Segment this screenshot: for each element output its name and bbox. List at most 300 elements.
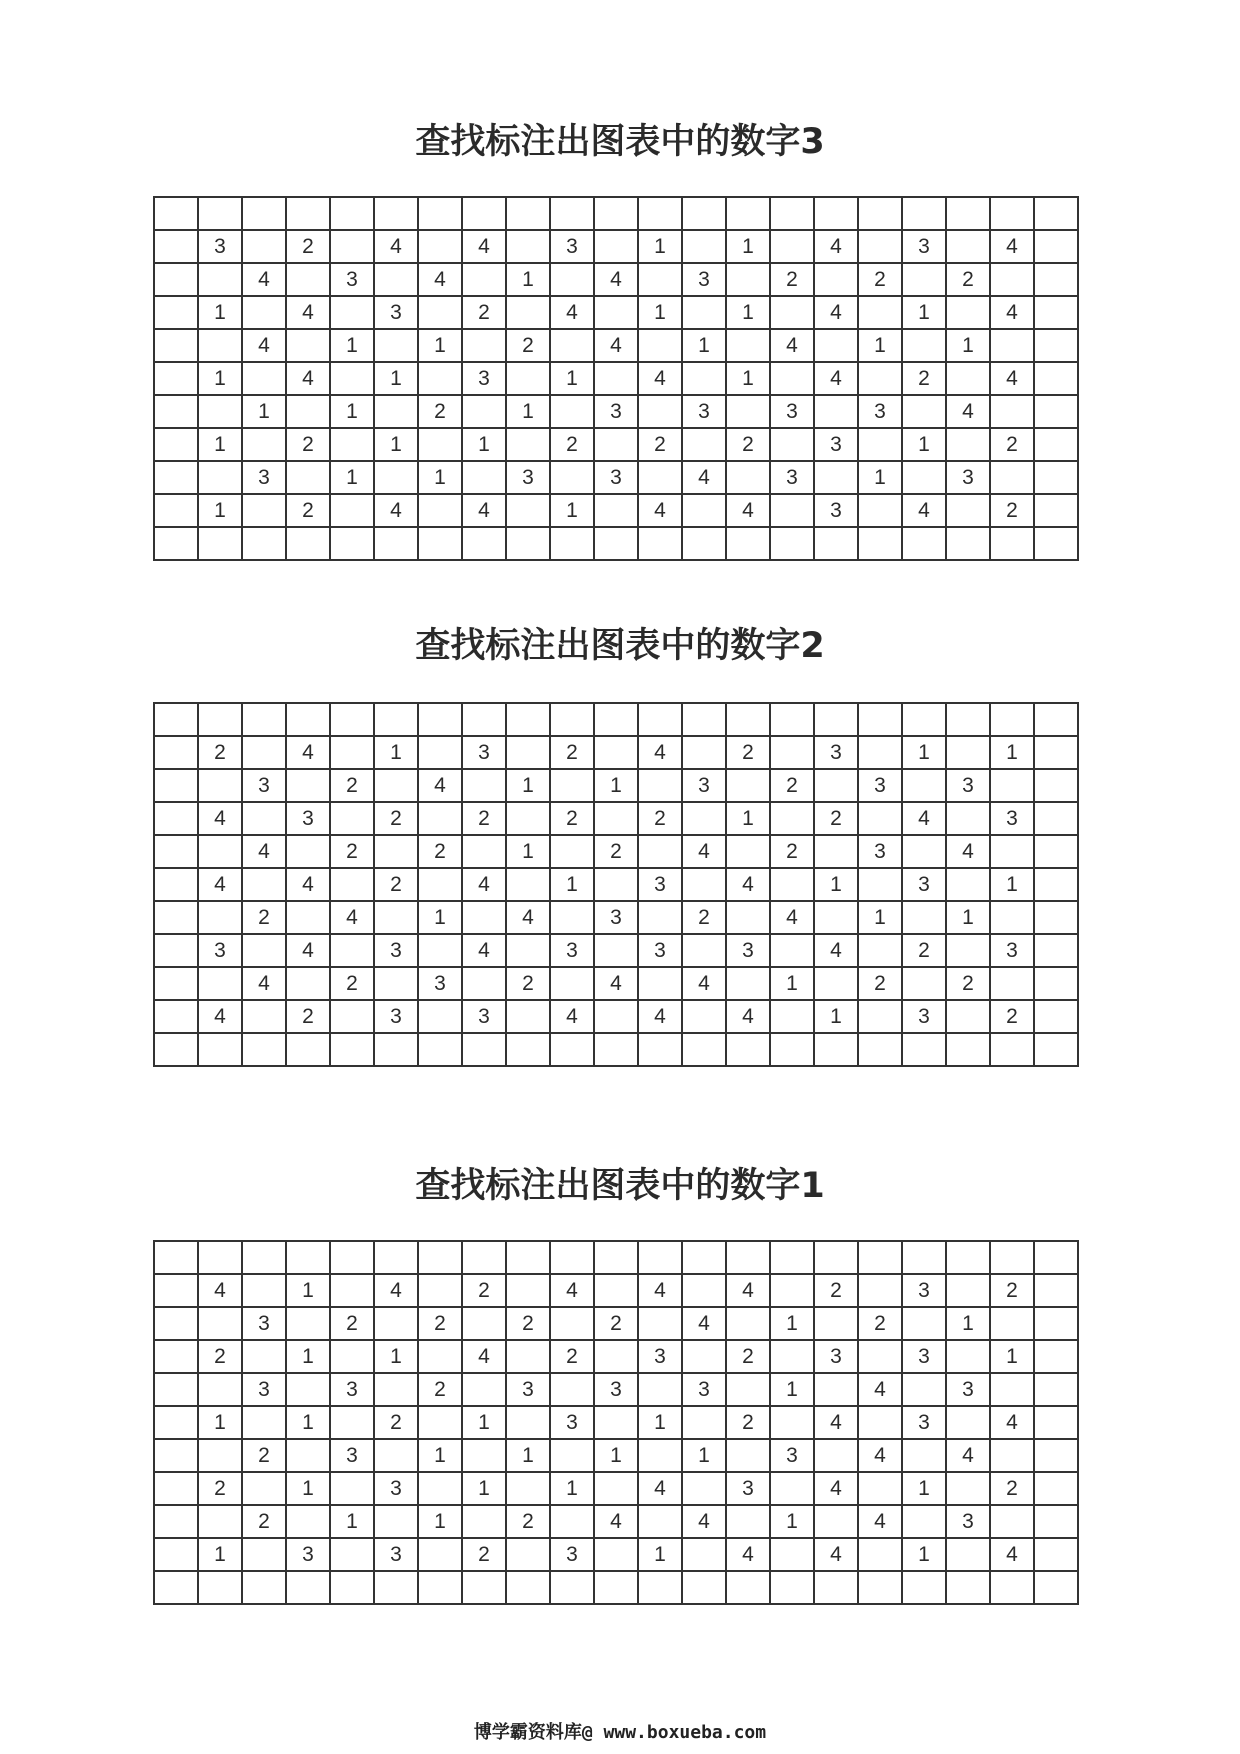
grid-cell: 4: [990, 230, 1034, 263]
grid-cell: [1034, 1472, 1078, 1505]
grid-cell: [154, 703, 198, 736]
grid-cell: 3: [902, 1406, 946, 1439]
grid-cell: [770, 736, 814, 769]
grid-cell: 1: [330, 329, 374, 362]
grid-cell: [418, 1241, 462, 1274]
grid-cell: [198, 1241, 242, 1274]
grid-cell: 4: [682, 967, 726, 1000]
grid-cell: 3: [374, 1472, 418, 1505]
grid-cell: 4: [858, 1505, 902, 1538]
grid-cell: 4: [242, 835, 286, 868]
grid-cell: [770, 230, 814, 263]
grid-cell: 4: [594, 329, 638, 362]
grid-cell: 1: [594, 769, 638, 802]
grid-cell: [330, 1571, 374, 1604]
grid-cell: 1: [374, 362, 418, 395]
grid-cell: [902, 329, 946, 362]
grid-cell: 4: [946, 1439, 990, 1472]
grid-cell: [506, 527, 550, 560]
grid-cell: 1: [462, 428, 506, 461]
grid-cell: 4: [638, 494, 682, 527]
grid-row: [154, 769, 1078, 802]
grid-cell: 4: [374, 1274, 418, 1307]
grid-cell: [418, 1406, 462, 1439]
grid-cell: 2: [198, 1340, 242, 1373]
grid-cell: 2: [330, 967, 374, 1000]
grid-cell: 4: [682, 835, 726, 868]
grid-cell: [990, 263, 1034, 296]
grid-row: [154, 1439, 1078, 1472]
grid-cell: 1: [286, 1274, 330, 1307]
grid-cell: [946, 362, 990, 395]
grid-cell: [726, 835, 770, 868]
grid-cell: [770, 1033, 814, 1066]
grid-cell: 4: [418, 769, 462, 802]
grid-cell: [858, 1000, 902, 1033]
grid-cell: 1: [286, 1340, 330, 1373]
grid-cell: [858, 362, 902, 395]
grid-cell: [506, 868, 550, 901]
grid-cell: 1: [990, 1340, 1034, 1373]
grid-cell: [946, 230, 990, 263]
grid-cell: 4: [990, 1538, 1034, 1571]
grid-cell: [1034, 703, 1078, 736]
grid-cell: [594, 802, 638, 835]
grid-cell: 4: [946, 395, 990, 428]
grid-cell: [902, 835, 946, 868]
grid-cell: [286, 1241, 330, 1274]
grid-cell: 1: [506, 263, 550, 296]
grid-cell: [902, 1307, 946, 1340]
grid-cell: [902, 1439, 946, 1472]
grid-cell: [330, 197, 374, 230]
grid-cell: 2: [418, 1373, 462, 1406]
grid-cell: 2: [506, 1505, 550, 1538]
section-title-1: 查找标注出图表中的数字1: [415, 1166, 825, 1206]
grid-cell: 4: [858, 1439, 902, 1472]
grid-cell: [198, 527, 242, 560]
grid-cell: [506, 494, 550, 527]
grid-cell: [858, 1241, 902, 1274]
grid-cell: [330, 230, 374, 263]
grid-cell: [726, 967, 770, 1000]
grid-cell: [198, 967, 242, 1000]
grid-cell: [770, 703, 814, 736]
grid-cell: [154, 494, 198, 527]
grid-cell: [814, 1571, 858, 1604]
grid-cell: 4: [374, 230, 418, 263]
grid-cell: 1: [198, 362, 242, 395]
grid-cell: [858, 1340, 902, 1373]
grid-row: [154, 802, 1078, 835]
grid-cell: 3: [638, 1340, 682, 1373]
grid-cell: 1: [418, 329, 462, 362]
grid-cell: [946, 1241, 990, 1274]
grid-cell: [638, 703, 682, 736]
grid-cell: [990, 1505, 1034, 1538]
grid-cell: [330, 1340, 374, 1373]
grid-cell: 4: [726, 494, 770, 527]
grid-cell: 1: [638, 296, 682, 329]
grid-cell: 3: [594, 1373, 638, 1406]
grid-cell: 3: [462, 1000, 506, 1033]
grid-cell: [770, 428, 814, 461]
grid-cell: [1034, 1373, 1078, 1406]
grid-cell: 2: [242, 901, 286, 934]
grid-cell: 4: [726, 1274, 770, 1307]
grid-cell: [946, 934, 990, 967]
grid-cell: [638, 395, 682, 428]
grid-cell: 4: [814, 1538, 858, 1571]
grid-cell: [902, 1373, 946, 1406]
grid-cell: [990, 1241, 1034, 1274]
grid-cell: [902, 395, 946, 428]
grid-cell: 1: [946, 1307, 990, 1340]
grid-cell: [418, 1538, 462, 1571]
grid-cell: [374, 1571, 418, 1604]
grid-cell: [242, 1571, 286, 1604]
grid-cell: [374, 329, 418, 362]
grid-cell: [286, 1373, 330, 1406]
grid-cell: [814, 263, 858, 296]
grid-cell: 1: [374, 428, 418, 461]
grid-cell: [154, 362, 198, 395]
grid-cell: [990, 1571, 1034, 1604]
grid-cell: [374, 1439, 418, 1472]
grid-cell: [1034, 1000, 1078, 1033]
grid-cell: [242, 1340, 286, 1373]
grid-cell: [374, 197, 418, 230]
grid-row: [154, 1571, 1078, 1604]
grid-cell: [814, 769, 858, 802]
grid-cell: [682, 527, 726, 560]
grid-cell: [374, 967, 418, 1000]
grid-cell: 3: [594, 461, 638, 494]
grid-cell: [726, 1571, 770, 1604]
grid-cell: 3: [946, 461, 990, 494]
grid-cell: [462, 395, 506, 428]
grid-cell: 3: [858, 835, 902, 868]
grid-cell: 2: [726, 1340, 770, 1373]
grid-cell: 1: [902, 296, 946, 329]
grid-cell: [858, 868, 902, 901]
grid-cell: [594, 1538, 638, 1571]
grid-cell: [462, 461, 506, 494]
grid-cell: 4: [594, 263, 638, 296]
grid-cell: 3: [638, 934, 682, 967]
grid-cell: [682, 1340, 726, 1373]
grid-row: [154, 395, 1078, 428]
grid-cell: 2: [242, 1505, 286, 1538]
grid-cell: 2: [242, 1439, 286, 1472]
grid-cell: 4: [242, 329, 286, 362]
grid-cell: [506, 703, 550, 736]
grid-cell: 1: [770, 1373, 814, 1406]
grid-cell: 1: [418, 1439, 462, 1472]
grid-cell: [726, 1505, 770, 1538]
grid-cell: [286, 835, 330, 868]
grid-cell: [374, 1505, 418, 1538]
grid-cell: 4: [418, 263, 462, 296]
grid-cell: [770, 802, 814, 835]
grid-cell: 1: [858, 461, 902, 494]
grid-cell: [990, 1439, 1034, 1472]
grid-cell: 1: [550, 868, 594, 901]
grid-row: [154, 1241, 1078, 1274]
grid-cell: [506, 230, 550, 263]
grid-cell: 4: [506, 901, 550, 934]
grid-cell: 2: [462, 1538, 506, 1571]
grid-cell: 2: [550, 1340, 594, 1373]
grid-cell: 4: [726, 1000, 770, 1033]
grid-cell: [242, 1241, 286, 1274]
grid-cell: 2: [858, 1307, 902, 1340]
section-title-3: 查找标注出图表中的数字3: [415, 122, 825, 162]
grid-cell: 4: [858, 1373, 902, 1406]
grid-cell: 4: [990, 296, 1034, 329]
grid-cell: 2: [418, 1307, 462, 1340]
grid-cell: [1034, 296, 1078, 329]
grid-cell: [550, 1307, 594, 1340]
grid-cell: [946, 494, 990, 527]
grid-cell: 4: [330, 901, 374, 934]
grid-cell: [726, 769, 770, 802]
grid-row: [154, 494, 1078, 527]
grid-cell: [858, 1538, 902, 1571]
grid-cell: [770, 1340, 814, 1373]
grid-cell: [990, 1307, 1034, 1340]
grid-row: [154, 868, 1078, 901]
grid-cell: [946, 197, 990, 230]
grid-row: [154, 1373, 1078, 1406]
grid-cell: [374, 769, 418, 802]
grid-cell: 4: [594, 1505, 638, 1538]
grid-row: [154, 230, 1078, 263]
grid-cell: [506, 1241, 550, 1274]
grid-cell: 1: [374, 1340, 418, 1373]
grid-cell: [594, 1000, 638, 1033]
grid-cell: 3: [682, 263, 726, 296]
grid-cell: 4: [198, 802, 242, 835]
grid-cell: [462, 769, 506, 802]
grid-row: [154, 967, 1078, 1000]
grid-cell: [726, 197, 770, 230]
grid-cell: [726, 329, 770, 362]
grid-cell: [814, 1505, 858, 1538]
grid-cell: [550, 329, 594, 362]
grid-cell: [814, 527, 858, 560]
grid-cell: 1: [286, 1472, 330, 1505]
grid-cell: [506, 1033, 550, 1066]
grid-cell: 1: [198, 1406, 242, 1439]
grid-cell: [638, 1373, 682, 1406]
grid-cell: 2: [286, 1000, 330, 1033]
grid-cell: 3: [198, 230, 242, 263]
grid-cell: [946, 1340, 990, 1373]
grid-cell: 4: [814, 230, 858, 263]
grid-cell: [638, 1033, 682, 1066]
grid-cell: [770, 527, 814, 560]
grid-row: [154, 703, 1078, 736]
grid-cell: 4: [682, 461, 726, 494]
grid-cell: [418, 703, 462, 736]
grid-row: [154, 329, 1078, 362]
grid-cell: [814, 1033, 858, 1066]
grid-cell: 2: [726, 428, 770, 461]
grid-cell: [726, 1033, 770, 1066]
grid-cell: 2: [550, 428, 594, 461]
grid-cell: 2: [286, 428, 330, 461]
grid-cell: 4: [242, 967, 286, 1000]
grid-cell: 3: [770, 1439, 814, 1472]
grid-cell: [154, 527, 198, 560]
grid-cell: [242, 296, 286, 329]
grid-cell: [374, 527, 418, 560]
grid-cell: [330, 868, 374, 901]
grid-cell: 3: [198, 934, 242, 967]
grid-cell: [330, 527, 374, 560]
grid-cell: 1: [726, 230, 770, 263]
grid-cell: [594, 428, 638, 461]
grid-cell: 3: [506, 1373, 550, 1406]
grid-cell: [946, 1274, 990, 1307]
grid-cell: [770, 296, 814, 329]
grid-cell: [418, 802, 462, 835]
grid-cell: 4: [682, 1307, 726, 1340]
grid-cell: [242, 1000, 286, 1033]
grid-cell: [726, 1439, 770, 1472]
grid-cell: [770, 1538, 814, 1571]
grid-cell: 4: [462, 494, 506, 527]
grid-cell: [418, 494, 462, 527]
grid-cell: [682, 868, 726, 901]
grid-cell: 2: [330, 835, 374, 868]
grid-cell: 4: [594, 967, 638, 1000]
grid-cell: 3: [990, 802, 1034, 835]
grid-cell: [814, 1373, 858, 1406]
grid-cell: 2: [286, 494, 330, 527]
grid-cell: [374, 263, 418, 296]
grid-cell: [154, 1505, 198, 1538]
grid-cell: [682, 1571, 726, 1604]
grid-cell: [550, 1439, 594, 1472]
grid-cell: 2: [550, 736, 594, 769]
grid-cell: 3: [462, 736, 506, 769]
grid-cell: [506, 1406, 550, 1439]
grid-cell: 3: [550, 1538, 594, 1571]
grid-cell: [1034, 1505, 1078, 1538]
grid-cell: 1: [902, 428, 946, 461]
grid-cell: [682, 197, 726, 230]
grid-cell: [330, 1472, 374, 1505]
grid-cell: 4: [286, 736, 330, 769]
grid-cell: [814, 461, 858, 494]
grid-cell: [902, 901, 946, 934]
grid-cell: [506, 736, 550, 769]
grid-cell: 1: [682, 1439, 726, 1472]
grid-cell: [242, 527, 286, 560]
grid-cell: [990, 527, 1034, 560]
grid-cell: 4: [550, 1000, 594, 1033]
grid-cell: [682, 362, 726, 395]
grid-cell: 1: [330, 461, 374, 494]
grid-cell: 1: [198, 296, 242, 329]
grid-cell: [858, 1571, 902, 1604]
grid-cell: 1: [374, 736, 418, 769]
grid-cell: [1034, 901, 1078, 934]
grid-cell: 4: [550, 1274, 594, 1307]
grid-cell: [154, 736, 198, 769]
grid-cell: [902, 1033, 946, 1066]
grid-cell: 3: [550, 1406, 594, 1439]
grid-cell: 3: [902, 868, 946, 901]
grid-cell: 1: [506, 769, 550, 802]
grid-cell: [902, 703, 946, 736]
grid-cell: 3: [330, 1439, 374, 1472]
grid-cell: [198, 835, 242, 868]
grid-cell: [154, 1033, 198, 1066]
grid-cell: 3: [902, 1274, 946, 1307]
grid-cell: [154, 901, 198, 934]
grid-cell: [682, 494, 726, 527]
grid-cell: 1: [770, 1505, 814, 1538]
grid-cell: [286, 527, 330, 560]
grid-cell: 3: [902, 230, 946, 263]
grid-cell: [1034, 802, 1078, 835]
grid-cell: [374, 1033, 418, 1066]
grid-cell: [990, 703, 1034, 736]
grid-cell: 2: [286, 230, 330, 263]
grid-cell: 3: [902, 1340, 946, 1373]
grid-cell: 4: [638, 1274, 682, 1307]
grid-cell: [242, 494, 286, 527]
grid-cell: [154, 967, 198, 1000]
grid-cell: [1034, 263, 1078, 296]
grid-cell: [506, 802, 550, 835]
grid-row: [154, 1033, 1078, 1066]
grid-cell: 3: [242, 1307, 286, 1340]
grid-cell: [462, 1241, 506, 1274]
grid-cell: [1034, 329, 1078, 362]
number-grid-2: [153, 702, 1079, 1067]
grid-cell: [550, 527, 594, 560]
grid-cell: [946, 527, 990, 560]
grid-cell: [770, 1571, 814, 1604]
grid-cell: [902, 1241, 946, 1274]
grid-cell: 3: [770, 395, 814, 428]
grid-cell: 2: [374, 1406, 418, 1439]
grid-cell: 4: [814, 362, 858, 395]
grid-cell: [946, 296, 990, 329]
grid-cell: [814, 329, 858, 362]
grid-cell: [682, 1406, 726, 1439]
grid-cell: [550, 1505, 594, 1538]
grid-cell: [154, 769, 198, 802]
grid-cell: [1034, 1307, 1078, 1340]
grid-cell: 3: [770, 461, 814, 494]
grid-cell: 3: [242, 1373, 286, 1406]
grid-cell: [242, 868, 286, 901]
grid-cell: [286, 967, 330, 1000]
grid-cell: [330, 1033, 374, 1066]
grid-cell: 4: [946, 835, 990, 868]
grid-cell: 1: [946, 901, 990, 934]
grid-cell: 3: [462, 362, 506, 395]
grid-cell: [154, 1307, 198, 1340]
grid-cell: 2: [506, 329, 550, 362]
grid-cell: [638, 901, 682, 934]
grid-cell: [990, 197, 1034, 230]
